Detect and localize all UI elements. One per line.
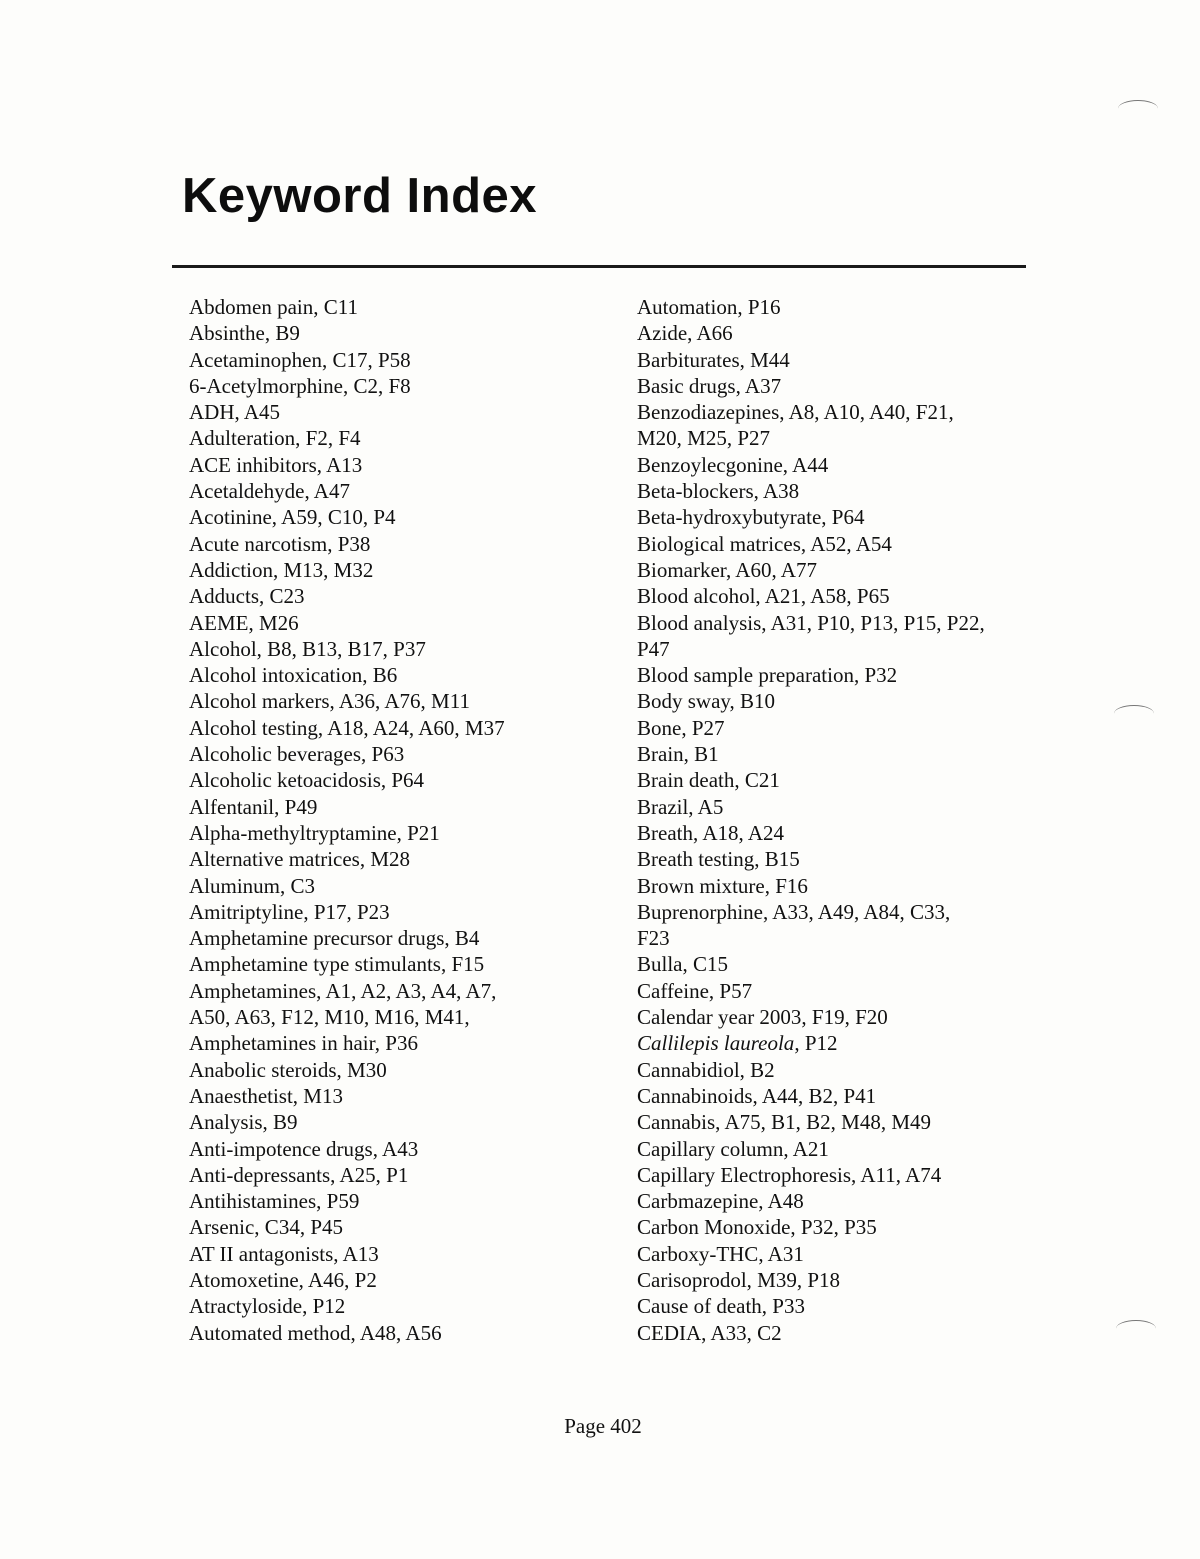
index-entry: Anabolic steroids, M30 bbox=[189, 1057, 387, 1082]
index-entry: Arsenic, C34, P45 bbox=[189, 1215, 343, 1240]
index-entry: Abdomen pain, C11 bbox=[189, 295, 358, 319]
index-entry: AEME, M26 bbox=[189, 610, 299, 635]
index-entry: Adducts, C23 bbox=[189, 584, 305, 609]
index-entry: Absinthe, B9 bbox=[189, 321, 300, 346]
index-entry: Carbon Monoxide, P32, P35 bbox=[637, 1215, 877, 1240]
index-entry: Atomoxetine, A46, P2 bbox=[189, 1267, 377, 1292]
index-entry: Alcoholic ketoacidosis, P64 bbox=[189, 768, 425, 793]
index-entry: Carbmazepine, A48 bbox=[637, 1189, 804, 1214]
index-column-right bbox=[637, 294, 1032, 1346]
index-entry: Anaesthetist, M13 bbox=[189, 1083, 343, 1108]
index-entry: Alternative matrices, M28 bbox=[189, 847, 411, 872]
index-entry: 6-Acetylmorphine, C2, F8 bbox=[189, 373, 411, 398]
index-entry: Body sway, B10 bbox=[637, 689, 776, 714]
index-entry: Cannabis, A75, B1, B2, M48, M49 bbox=[637, 1110, 932, 1135]
index-entry: Antihistamines, P59 bbox=[189, 1189, 360, 1214]
index-entry: Amphetamine precursor drugs, B4 bbox=[189, 926, 480, 951]
index-entry: CEDIA, A33, C2 bbox=[637, 1320, 782, 1345]
index-entry: Blood alcohol, A21, A58, P65 bbox=[637, 584, 890, 609]
index-entry: Buprenorphine, A33, A49, A84, C33, bbox=[637, 899, 951, 924]
index-entry: Beta-blockers, A38 bbox=[637, 479, 800, 504]
index-entry: Acetaminophen, C17, P58 bbox=[189, 347, 411, 372]
index-entry: Caffeine, P57 bbox=[637, 978, 753, 1003]
index-entry: Acetaldehyde, A47 bbox=[189, 479, 350, 504]
index-entry: Amphetamines in hair, P36 bbox=[189, 1031, 418, 1056]
index-entry: Anti-impotence drugs, A43 bbox=[189, 1136, 419, 1161]
index-entry: Basic drugs, A37 bbox=[637, 373, 782, 398]
index-entry: Amphetamines, A1, A2, A3, A4, A7, bbox=[189, 978, 497, 1003]
index-entry: Alcohol, B8, B13, B17, P37 bbox=[189, 636, 426, 661]
index-entry: Blood sample preparation, P32 bbox=[637, 663, 898, 688]
index-entry: Acute narcotism, P38 bbox=[189, 531, 371, 556]
index-entry: Alcohol intoxication, B6 bbox=[189, 663, 398, 688]
index-entry: Biomarker, A60, A77 bbox=[637, 557, 817, 582]
index-entry: Automation, P16 bbox=[637, 295, 781, 319]
index-entry: Adulteration, F2, F4 bbox=[189, 426, 361, 451]
scan-artifact-mark bbox=[1114, 705, 1154, 722]
index-entry: Barbiturates, M44 bbox=[637, 347, 790, 372]
index-entry: Addiction, M13, M32 bbox=[189, 557, 374, 582]
index-entry: Cannabinoids, A44, B2, P41 bbox=[637, 1083, 877, 1108]
index-entry: Amphetamine type stimulants, F15 bbox=[189, 952, 485, 977]
index-entry-term: Callilepis laureola bbox=[637, 1031, 795, 1056]
index-entry: A50, A63, F12, M10, M16, M41, bbox=[189, 1005, 470, 1030]
index-entry: Alcoholic beverages, P63 bbox=[189, 742, 405, 767]
index-entry: Biological matrices, A52, A54 bbox=[637, 531, 892, 556]
index-entry: Capillary column, A21 bbox=[637, 1136, 829, 1161]
index-entry: Beta-hydroxybutyrate, P64 bbox=[637, 505, 865, 530]
index-entry: Breath, A18, A24 bbox=[637, 820, 784, 845]
page-title: Keyword Index bbox=[182, 169, 538, 223]
index-entry: Alcohol markers, A36, A76, M11 bbox=[189, 689, 470, 714]
scan-artifact-mark bbox=[1116, 1320, 1156, 1337]
index-entry: Benzoylecgonine, A44 bbox=[637, 452, 829, 477]
index-entry: Aluminum, C3 bbox=[189, 873, 316, 898]
index-entry: M20, M25, P27 bbox=[637, 426, 771, 451]
index-entry: Automated method, A48, A56 bbox=[189, 1320, 442, 1345]
index-entry: Acotinine, A59, C10, P4 bbox=[189, 505, 396, 530]
index-entry: ACE inhibitors, A13 bbox=[189, 452, 363, 477]
index-entry bbox=[637, 1030, 1032, 1056]
index-entry: Brown mixture, F16 bbox=[637, 873, 808, 898]
index-entry: Cannabidiol, B2 bbox=[637, 1057, 775, 1082]
index-entry: Cause of death, P33 bbox=[637, 1294, 805, 1319]
page-number: Page 402 bbox=[564, 1414, 642, 1438]
index-entry: Capillary Electrophoresis, A11, A74 bbox=[637, 1162, 942, 1187]
index-entry: AT II antagonists, A13 bbox=[189, 1241, 379, 1266]
index-entry: Analysis, B9 bbox=[189, 1110, 298, 1135]
index-entry: Alcohol testing, A18, A24, A60, M37 bbox=[189, 715, 505, 740]
index-entry: Atractyloside, P12 bbox=[189, 1294, 346, 1319]
title-divider bbox=[172, 265, 1026, 268]
index-entry: Carisoprodol, M39, P18 bbox=[637, 1267, 841, 1292]
index-entry: Alpha-methyltryptamine, P21 bbox=[189, 820, 440, 845]
index-entry: Carboxy-THC, A31 bbox=[637, 1241, 804, 1266]
index-entry: Amitriptyline, P17, P23 bbox=[189, 899, 390, 924]
index-entry: Brain death, C21 bbox=[637, 768, 780, 793]
index-entry: Alfentanil, P49 bbox=[189, 794, 318, 819]
index-entry: Azide, A66 bbox=[637, 321, 733, 346]
index-column-left bbox=[189, 294, 599, 1346]
index-entry: Brazil, A5 bbox=[637, 794, 724, 819]
index-entry: Benzodiazepines, A8, A10, A40, F21, bbox=[637, 400, 954, 425]
scan-artifact-mark bbox=[1118, 100, 1158, 117]
index-entry: ADH, A45 bbox=[189, 400, 281, 425]
index-entry: Calendar year 2003, F19, F20 bbox=[637, 1005, 888, 1030]
index-entry: Anti-depressants, A25, P1 bbox=[189, 1162, 409, 1187]
index-entry-pages: , P12 bbox=[794, 1031, 838, 1056]
index-entry: Brain, B1 bbox=[637, 742, 719, 767]
index-entry: Breath testing, B15 bbox=[637, 847, 800, 872]
index-entry: F23 bbox=[637, 926, 670, 951]
index-entry: Bulla, C15 bbox=[637, 952, 729, 977]
index-entry: Blood analysis, A31, P10, P13, P15, P22, bbox=[637, 610, 985, 635]
index-entry: Bone, P27 bbox=[637, 715, 725, 740]
index-entry: P47 bbox=[637, 636, 670, 661]
